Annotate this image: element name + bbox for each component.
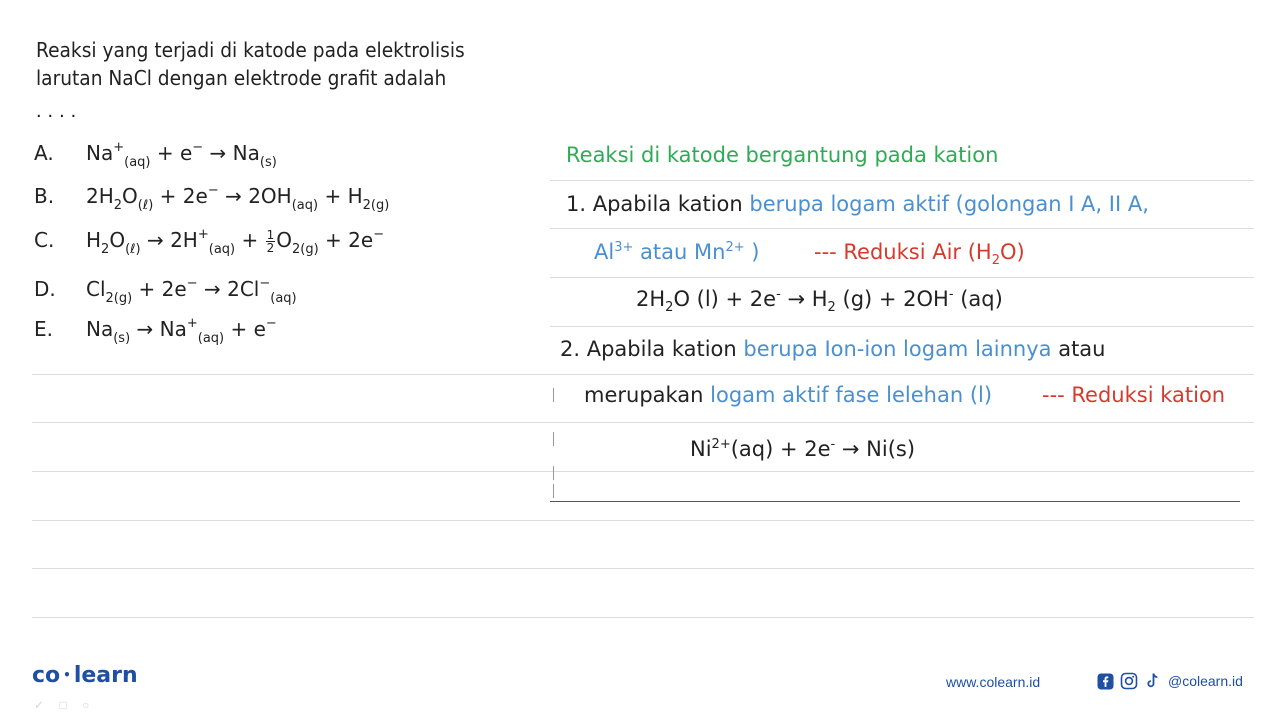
notes-point-1-cont: $Al^{3+}$ atau $Mn^{2+}$ ) <box>594 240 760 264</box>
option-c: C. $H_2O_{(\ell)} \to 2H^+_{(aq)}$ + $\frac{1}{2}$ $O_{2(g)} + 2e^-$ <box>34 227 385 257</box>
ruled-line <box>32 374 1254 375</box>
ruled-line <box>32 617 1254 618</box>
margin-tick <box>553 388 554 402</box>
ruled-line <box>32 568 1254 569</box>
option-b: B. $2H_2O_{(\ell)} + 2e^- \to 2OH_{(aq)} + H_{2(g)}$ <box>34 183 390 213</box>
question-line-1: Reaksi yang terjadi di katode pada elektrolisis <box>36 38 465 62</box>
margin-tick <box>553 484 554 498</box>
social-links <box>1096 672 1243 690</box>
notes-equation-nickel: $Ni^{2+}(aq) + 2e^- \to Ni(s)$ <box>690 437 916 461</box>
notes-heading: Reaksi di katode bergantung pada kation <box>566 143 999 167</box>
notes-equation-water: $2H_2O$ $(l) + 2e^- \to H_2$ (g) + 2OH- (aq) <box>636 287 1003 315</box>
option-a: A. $Na^+_{(aq)} + e^- \to Na_{(s)}$ <box>34 140 277 170</box>
underline <box>550 501 1240 502</box>
ruled-line <box>550 180 1254 181</box>
ruled-line <box>32 471 1254 472</box>
question-text <box>36 36 465 92</box>
ruled-line <box>32 422 1254 423</box>
ruled-line <box>550 277 1254 278</box>
colearn-logo[interactable]: co • learn <box>32 663 138 688</box>
ruled-line <box>32 520 1254 521</box>
margin-tick <box>553 432 554 446</box>
question-ellipsis: .... <box>36 100 83 122</box>
instagram-icon[interactable] <box>1120 672 1138 690</box>
fraction-half: $\frac{1}{2}$ <box>266 228 275 255</box>
notes-point-2-cont: merupakan logam aktif fase lelehan (l) <box>584 383 993 407</box>
ruled-line <box>550 228 1254 229</box>
notes-reduksi-air: --- Reduksi Air $(H_2O)$ <box>814 240 1025 268</box>
margin-tick <box>553 466 554 480</box>
ruled-line <box>550 326 1254 327</box>
question-line-2: larutan NaCl dengan elektrode grafit adalah <box>36 66 447 90</box>
website-link[interactable]: www.colearn.id <box>946 674 1041 690</box>
option-d: D. $Cl_{2(g)} + 2e^- \to 2Cl^-_{(aq)}$ <box>34 276 297 306</box>
notes-point-1: 1. Apabila kation berupa logam aktif (golongan I A, II A, <box>566 192 1149 216</box>
notes-reduksi-kation: --- Reduksi kation <box>1042 383 1226 407</box>
tiktok-icon[interactable] <box>1144 672 1162 690</box>
faint-toolbar-icons: ✓ □ ○ <box>34 698 96 712</box>
social-handle[interactable]: @colearn.id <box>1168 673 1243 689</box>
option-e: E. $Na_{(s)} \to Na^+_{(aq)} + e^-$ <box>34 316 277 346</box>
notes-point-2: 2. Apabila kation berupa Ion-ion logam lainnya atau <box>560 337 1106 361</box>
facebook-icon[interactable] <box>1096 672 1114 690</box>
